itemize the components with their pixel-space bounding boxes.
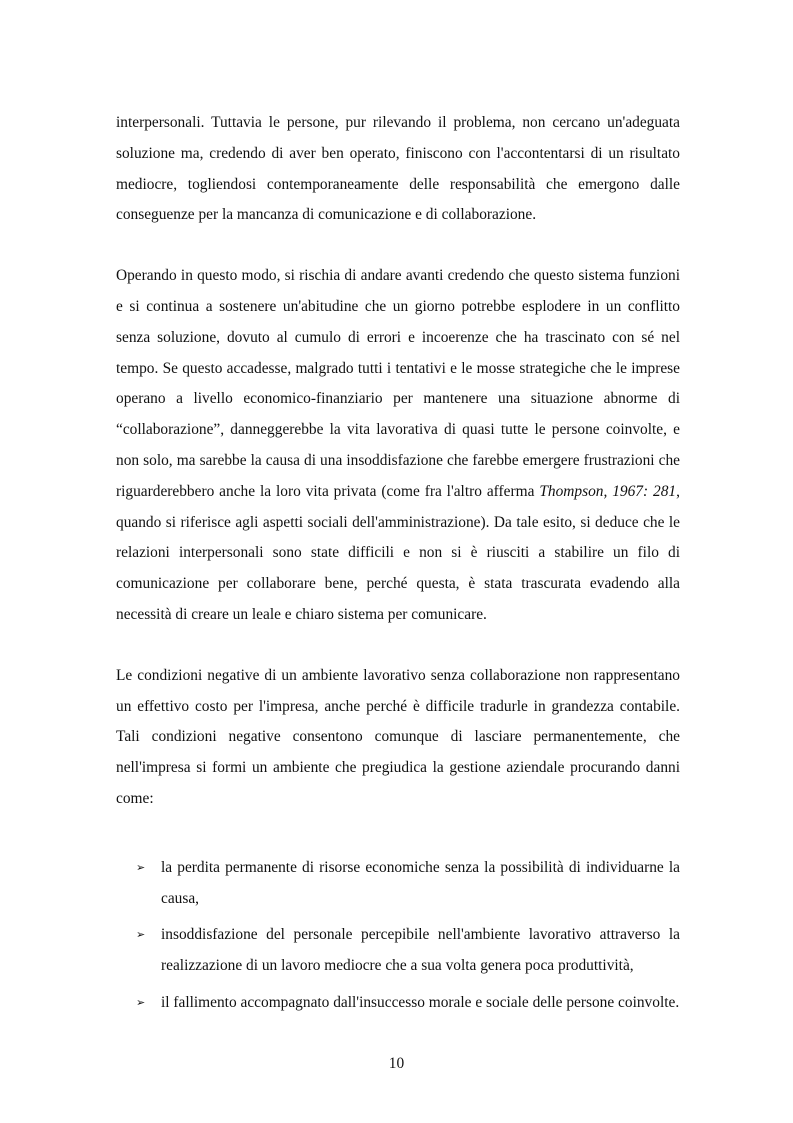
list-item-text: insoddisfazione del personale percepibile nell'ambiente lavorativo attraverso la realizzazione di un lavoro mediocre che a sua volta genera poca produttività, [161,926,680,975]
bullet-list [116,853,680,1019]
list-item [116,920,680,982]
paragraph-1: interpersonali. Tuttavia le persone, pur rilevando il problema, non cercano un'adeguata soluzione ma, credendo di aver ben operato, finiscono con l'accontentarsi di un risultato mediocre, togliendosi contemporaneamente delle responsabilità che emergono dalle conseguenze per la mancanza di comunicazione e di collaborazione. [116,114,680,224]
page-body [116,108,680,1019]
arrow-bullet-icon: ➢ [136,860,146,874]
citation: Thompson, 1967: 281 [539,482,677,500]
list-item-text: il fallimento accompagnato dall'insuccesso morale e sociale delle persone coinvolte. [161,993,680,1011]
paragraph-2-text-after: , quando si riferisce agli aspetti sociali dell'amministrazione). Da tale esito, si deduce che le relazioni interpersonali sono state difficili e non si è riusciti a stabilire un filo di comunicazione per collaborare bene, perché questa, è stata trascurata evadendo alla necessità di creare un leale e chiaro sistema per comunicare. [116,482,680,623]
paragraph-2-text-before: Operando in questo modo, si rischia di andare avanti credendo che questo sistema funzioni e si continua a sostenere un'abitudine che un giorno potrebbe esplodere in un conflitto senza soluzione, dovuto al cumulo di errori e incoerenze che ha trascinato con sé nel tempo. Se questo accadesse, malgrado tutti i tentativi e le mosse strategiche che le imprese operano a livello economico-finanziario per mantenere una situazione abnorme di “collaborazione”, danneggerebbe la vita lavorativa di quasi tutte le persone coinvolte, e non solo, ma sarebbe la causa di una insoddisfazione che farebbe emergere frustrazioni che riguarderebbero anche la loro vita privata (come fra l'altro afferma [116,267,680,500]
paragraph-3: Le condizioni negative di un ambiente lavorativo senza collaborazione non rappresentano un effettivo costo per l'impresa, anche perché è difficile tradurle in grandezza contabile. Tali condizioni negative consentono comunque di lasciare permanentemente, che nell'impresa si formi un ambiente che pregiudica la gestione aziendale procurando danni come: [116,666,680,807]
list-item [116,988,680,1019]
list-item-text: la perdita permanente di risorse economiche senza la possibilità di individuarne la causa, [161,858,680,907]
list-item [116,853,680,915]
paragraph-2 [116,261,680,631]
page-number: 10 [388,1055,405,1072]
arrow-bullet-icon: ➢ [136,928,146,942]
arrow-bullet-icon: ➢ [136,995,146,1009]
